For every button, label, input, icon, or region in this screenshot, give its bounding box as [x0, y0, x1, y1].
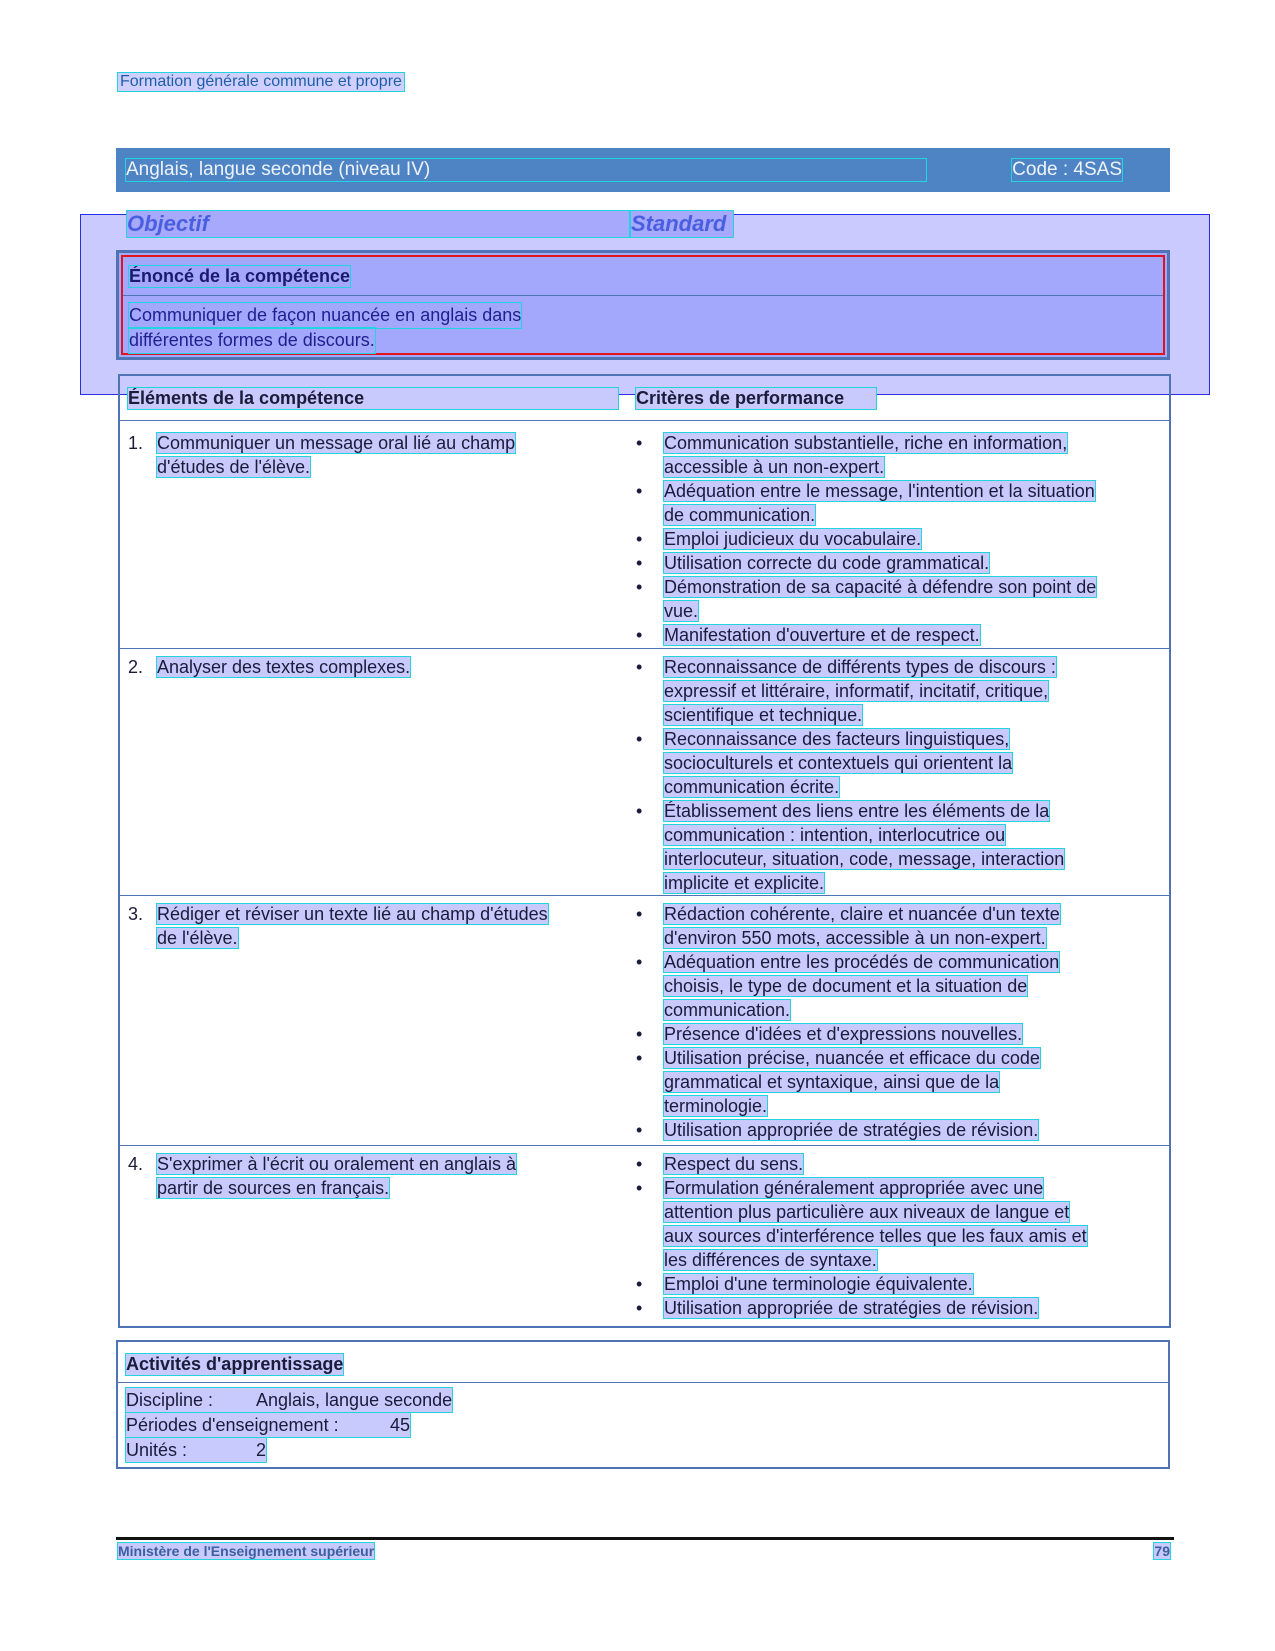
element-text — [157, 1152, 607, 1200]
criterion-line: accessible à un non-expert. — [664, 457, 885, 477]
criterion-line: expressif et littéraire, informatif, incitatif, critique, — [664, 681, 1049, 701]
table-row — [120, 420, 1169, 649]
periods-line — [126, 1413, 410, 1437]
competence-statement-header — [123, 257, 1163, 296]
criterion-line: Utilisation appropriée de stratégies de révision. — [664, 1120, 1039, 1140]
criterion-line: choisis, le type de document et la situation de — [664, 976, 1028, 996]
criterion-item — [636, 1118, 1146, 1142]
criterion-line: attention plus particulière aux niveaux de langue et — [664, 1202, 1070, 1222]
competence-statement-line: Communiquer de façon nuancée en anglais dans — [129, 303, 521, 328]
criterion-line: Utilisation appropriée de stratégies de révision. — [664, 1298, 1039, 1318]
element-number: 4. — [128, 1154, 144, 1174]
criterion-item — [636, 655, 1146, 727]
criterion-item — [636, 950, 1146, 1022]
element-number: 1. — [128, 433, 144, 453]
criterion-item — [636, 623, 1146, 647]
criterion-line: scientifique et technique. — [664, 705, 863, 725]
competence-statement-frame — [121, 255, 1165, 355]
criterion-line: vue. — [664, 601, 699, 621]
criterion-line: Adéquation entre le message, l'intention et la situation — [664, 481, 1095, 501]
elements-column-header: Éléments de la compétence — [128, 388, 618, 409]
course-title: Anglais, langue seconde (niveau IV) — [126, 159, 926, 181]
element-line: de l'élève. — [157, 928, 238, 948]
element-number: 3. — [128, 904, 144, 924]
criterion-item — [636, 902, 1146, 950]
learning-activities-heading: Activités d'apprentissage — [126, 1354, 344, 1374]
criterion-line: communication : intention, interlocutrice ou — [664, 825, 1006, 845]
criterion-line: Reconnaissance des facteurs linguistiques, — [664, 729, 1010, 749]
element-text — [157, 655, 607, 679]
learning-activities-header — [118, 1342, 1168, 1383]
criterion-line: les différences de syntaxe. — [664, 1250, 877, 1270]
criterion-line: Emploi judicieux du vocabulaire. — [664, 529, 922, 549]
criterion-item — [636, 727, 1146, 799]
element-line: S'exprimer à l'écrit ou oralement en anglais à — [157, 1154, 517, 1174]
learning-activities-box — [116, 1340, 1170, 1469]
criterion-item — [636, 479, 1146, 527]
competence-table — [118, 374, 1171, 1328]
competence-table-header — [120, 376, 1169, 421]
element-line: partir de sources en français. — [157, 1178, 390, 1198]
criterion-line: Établissement des liens entre les éléments de la — [664, 801, 1050, 821]
criteria-column-header: Critères de performance — [636, 388, 876, 409]
criterion-line: implicite et explicite. — [664, 873, 825, 893]
criterion-line: Démonstration de sa capacité à défendre son point de — [664, 577, 1097, 597]
discipline-value: Anglais, langue seconde — [256, 1390, 453, 1410]
criterion-item — [636, 527, 1146, 551]
discipline-line — [126, 1388, 452, 1412]
table-row — [120, 895, 1169, 1146]
criterion-item — [636, 799, 1146, 895]
footer-rule — [116, 1537, 1174, 1540]
criteria-list — [636, 1152, 1146, 1320]
criterion-line: communication écrite. — [664, 777, 840, 797]
criterion-item — [636, 551, 1146, 575]
criterion-item — [636, 1022, 1146, 1046]
units-value: 2 — [256, 1440, 267, 1460]
criterion-item — [636, 431, 1146, 479]
criterion-line: socioculturels et contextuels qui orientent la — [664, 753, 1013, 773]
objectif-label: Objectif — [127, 211, 629, 237]
element-line: Communiquer un message oral lié au champ — [157, 433, 516, 453]
criterion-item — [636, 1152, 1146, 1176]
criterion-line: grammatical et syntaxique, ainsi que de la — [664, 1072, 1000, 1092]
criterion-item — [636, 1046, 1146, 1118]
criteria-list — [636, 902, 1146, 1142]
element-number: 2. — [128, 657, 144, 677]
criteria-list — [636, 431, 1146, 647]
criterion-line: Rédaction cohérente, claire et nuancée d'un texte — [664, 904, 1060, 924]
criteria-list — [636, 655, 1146, 895]
periods-value: 45 — [390, 1415, 411, 1435]
periods-label: Périodes d'enseignement : — [126, 1415, 339, 1435]
criterion-line: Communication substantielle, riche en information, — [664, 433, 1068, 453]
criterion-item — [636, 1272, 1146, 1296]
criterion-line: Utilisation précise, nuancée et efficace du code — [664, 1048, 1040, 1068]
criterion-line: communication. — [664, 1000, 791, 1020]
competence-statement-box — [116, 250, 1170, 360]
element-line: Rédiger et réviser un texte lié au champ d'études — [157, 904, 548, 924]
criterion-line: interlocuteur, situation, code, message, interaction — [664, 849, 1065, 869]
competence-statement-line: différentes formes de discours. — [129, 328, 375, 353]
criterion-item — [636, 575, 1146, 623]
course-title-band — [116, 148, 1170, 192]
standard-label: Standard — [631, 211, 733, 237]
running-header: Formation générale commune et propre — [120, 73, 402, 90]
criterion-line: d'environ 550 mots, accessible à un non-expert. — [664, 928, 1046, 948]
competence-statement-heading: Énoncé de la compétence — [129, 266, 351, 286]
page-number: 79 — [1154, 1543, 1170, 1559]
criterion-line: aux sources d'interférence telles que les faux amis et — [664, 1226, 1087, 1246]
table-row — [120, 648, 1169, 896]
element-line: Analyser des textes complexes. — [157, 657, 411, 677]
element-line: d'études de l'élève. — [157, 457, 310, 477]
table-row — [120, 1145, 1169, 1325]
criterion-line: Manifestation d'ouverture et de respect. — [664, 625, 980, 645]
criterion-item — [636, 1296, 1146, 1320]
criterion-line: Présence d'idées et d'expressions nouvelles. — [664, 1024, 1023, 1044]
criterion-line: Reconnaissance de différents types de discours : — [664, 657, 1056, 677]
criterion-line: Emploi d'une terminologie équivalente. — [664, 1274, 973, 1294]
discipline-label: Discipline : — [126, 1390, 214, 1410]
element-text — [157, 902, 607, 950]
course-code: Code : 4SAS — [1012, 159, 1122, 180]
units-label: Unités : — [126, 1440, 188, 1460]
criterion-line: Respect du sens. — [664, 1154, 804, 1174]
element-text — [157, 431, 607, 479]
criterion-line: terminologie. — [664, 1096, 768, 1116]
footer-ministry: Ministère de l'Enseignement supérieur — [118, 1543, 375, 1559]
criterion-line: Adéquation entre les procédés de communication — [664, 952, 1060, 972]
criterion-line: de communication. — [664, 505, 816, 525]
criterion-line: Formulation généralement appropriée avec une — [664, 1178, 1044, 1198]
units-line — [126, 1438, 266, 1462]
competence-statement-text — [129, 303, 521, 353]
criterion-item — [636, 1176, 1146, 1272]
criterion-line: Utilisation correcte du code grammatical. — [664, 553, 990, 573]
